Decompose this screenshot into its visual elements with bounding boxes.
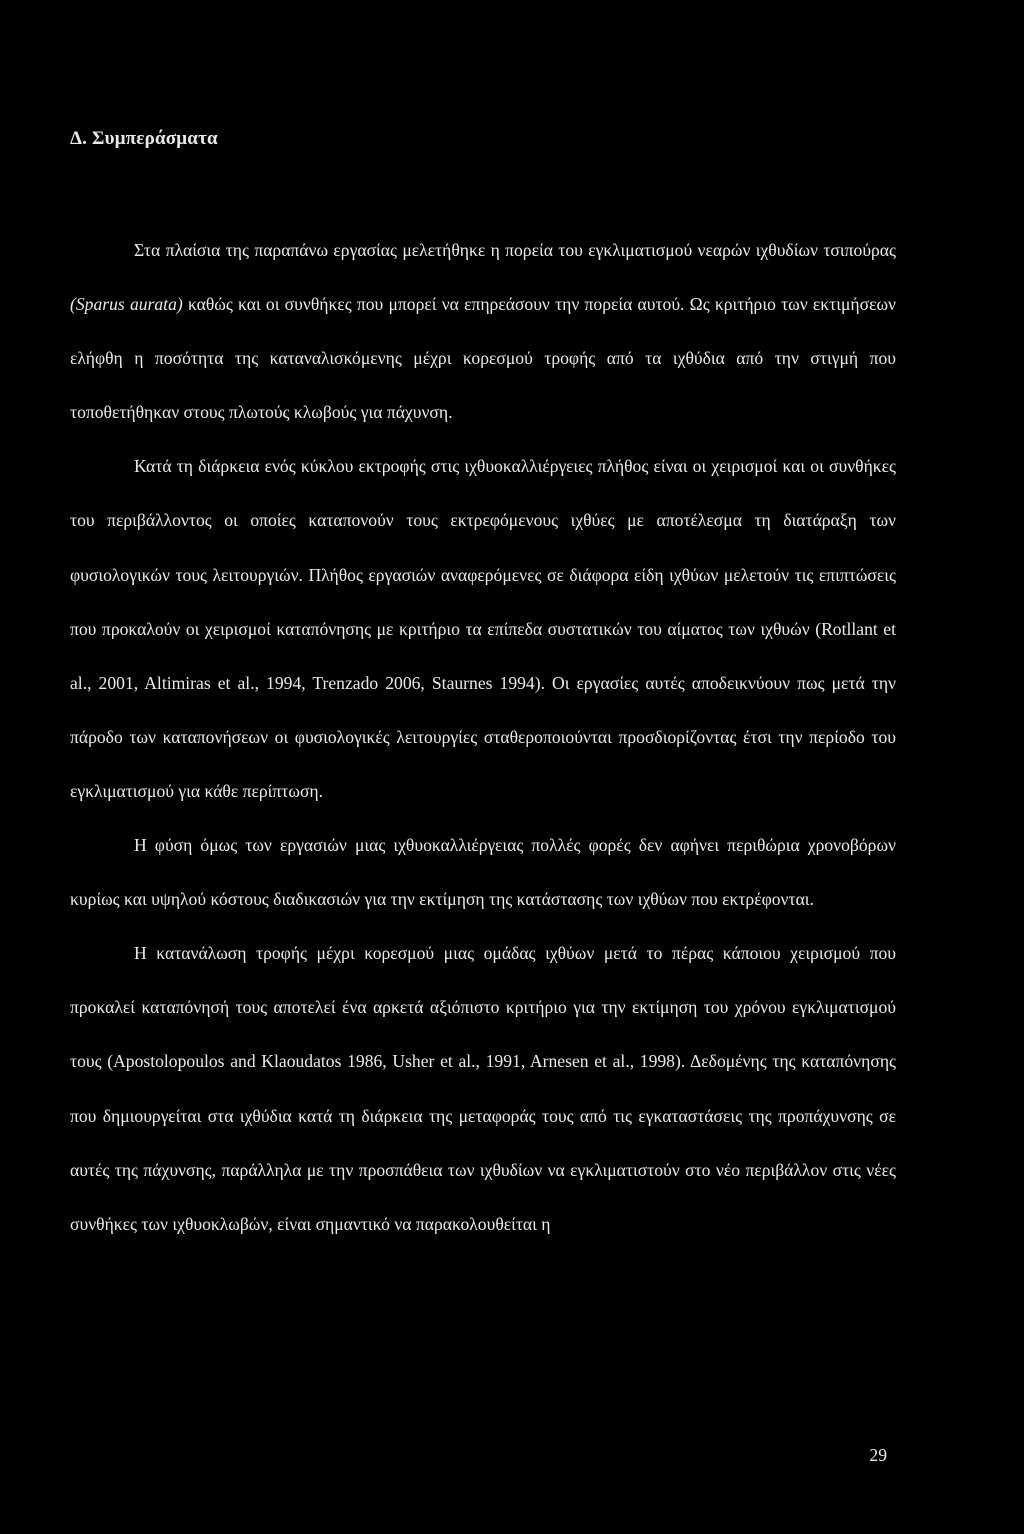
page-number: 29 (869, 1445, 887, 1465)
paragraph-2: Κατά τη διάρκεια ενός κύκλου εκτροφής στις ιχθυοκαλλιέργειες πλήθος είναι οι χειρισμοί και οι συνθήκες του περιβάλλοντος οι οποίες καταπονούν τους εκτρεφόμενους ιχθύες με αποτέλεσμα τη διατάραξη των φυσιολογικών τους λειτουργιών. Πλήθος εργασιών αναφερόμενες σε διάφορα είδη ιχθύων μελετούν τις επιπτώσεις που προκαλούν οι χειρισμοί καταπόνησης με κριτήριο τα επίπεδα συστατικών του αίματος των ιχθυών (Rotllant et al., 2001, Altimiras et al., 1994, Trenzado 2006, Staurnes 1994). Οι εργασίες αυτές αποδεικνύουν πως μετά την πάροδο των καταπονήσεων οι φυσιολογικές λειτουργίες σταθεροποιούνται προσδιορίζοντας έτσι την περίοδο του εγκλιματισμού για κάθε περίπτωση. (70, 456, 896, 801)
paragraph-1 (70, 223, 896, 439)
section-heading: Δ. Συμπεράσματα (70, 128, 218, 149)
species-name: (Sparus aurata) (70, 294, 183, 315)
paragraph-3: Η φύση όμως των εργασιών μιας ιχθυοκαλλιέργειας πολλές φορές δεν αφήνει περιθώρια χρονοβόρων κυρίως και υψηλού κόστους διαδικασιών για την εκτίμηση της κατάστασης των ιχθύων που εκτρέφονται. (70, 835, 896, 910)
paragraph-1-text-start: Στα πλαίσια της παραπάνω εργασίας μελετήθηκε η πορεία του εγκλιματισμού νεαρών ιχθυδίων τσιπούρας (134, 240, 896, 260)
body-text (70, 223, 896, 1251)
paragraph-4: Η κατανάλωση τροφής μέχρι κορεσμού μιας ομάδας ιχθύων μετά το πέρας κάποιου χειρισμού που προκαλεί καταπόνησή τους αποτελεί ένα αρκετά αξιόπιστο κριτήριο για την εκτίμηση του χρόνου εγκλιματισμού τους (Apostolopoulos and Klaoudatos 1986, Usher et al., 1991, Arnesen et al., 1998). Δεδομένης της καταπόνησης που δημιουργείται στα ιχθύδια κατά τη διάρκεια της μεταφοράς τους από τις εγκαταστάσεις της προπάχυνσης σε αυτές της πάχυνσης, παράλληλα με την προσπάθεια των ιχθυδίων να εγκλιματιστούν στο νέο περιβάλλον στις νέες συνθήκες των ιχθυοκλωβών, είναι σημαντικό να παρακολουθείται η (70, 943, 896, 1234)
paragraph-1-text-end: καθώς και οι συνθήκες που μπορεί να επηρεάσουν την πορεία αυτού. Ως κριτήριο των εκτιμήσεων ελήφθη η ποσότητα της καταναλισκόμενης μέχρι κορεσμού τροφής από τα ιχθύδια από την στιγμή που τοποθετήθηκαν στους πλωτούς κλωβούς για πάχυνση. (70, 294, 896, 423)
